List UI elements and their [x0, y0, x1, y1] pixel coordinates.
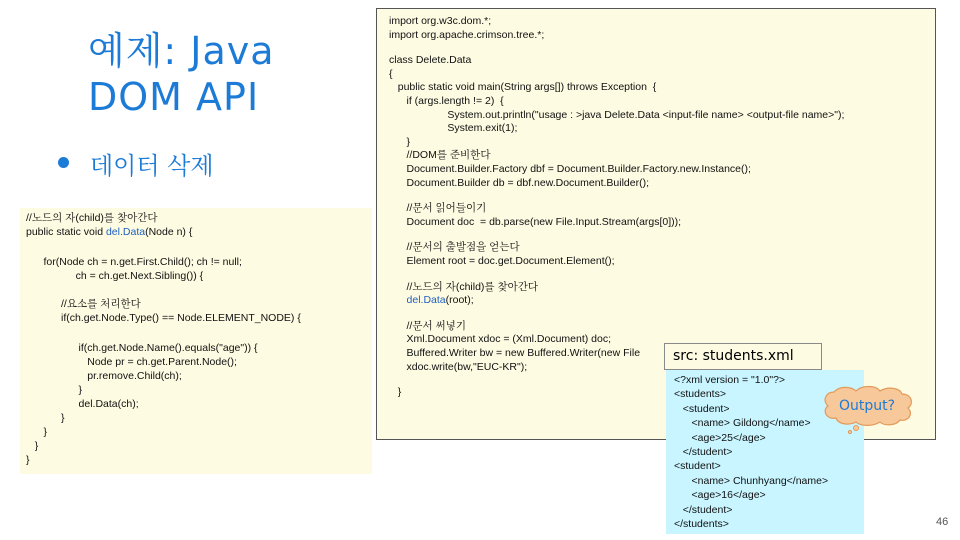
code-line: pr.remove.Child(ch); — [26, 370, 182, 382]
bullet-icon — [58, 157, 69, 168]
xml-line: <age>25</age> — [674, 431, 766, 444]
code-line: if(ch.get.Node.Type() == Node.ELEMENT_NODE) { — [26, 312, 301, 324]
xml-line: </students> — [674, 518, 729, 530]
code-line: if (args.length != 2) { — [389, 95, 504, 107]
code-line: } — [26, 426, 48, 438]
src-label: src: students.xml — [664, 343, 822, 370]
bullet-text: 데이터 삭제 — [90, 152, 214, 180]
bubble-text: Output? — [838, 398, 896, 414]
xml-line: <?xml version = "1.0"?> — [674, 374, 786, 386]
left-code-block — [20, 208, 372, 474]
code-line: xdoc.write(bw,"EUC-KR"); — [389, 360, 528, 373]
code-line: if(ch.get.Node.Name().equals("age")) { — [26, 342, 258, 354]
code-line: Document doc = db.parse(new File.Input.Stream(args[0])); — [389, 215, 682, 228]
page-number: 46 — [936, 516, 949, 528]
slide-title — [88, 28, 275, 120]
xml-line: <age>16</age> — [674, 489, 766, 502]
xml-line: <name> Chunhyang</name> — [674, 474, 829, 487]
code-line: del.Data(ch); — [26, 398, 139, 410]
code-line: System.out.println("usage : >java Delete.Data <input-file name> <output-file name>"); — [389, 108, 845, 121]
highlight-token: del.Data — [105, 226, 146, 238]
code-line: Buffered.Writer bw = new Buffered.Writer(new File — [389, 347, 641, 359]
xml-line: <student> — [674, 460, 721, 473]
code-line: Node pr = ch.get.Parent.Node(); — [26, 356, 237, 368]
bubble-tail-dot-2 — [848, 430, 851, 433]
xml-line: </student> — [674, 446, 733, 458]
highlight-token: del.Data — [406, 294, 446, 307]
code-line: } — [389, 386, 402, 399]
xml-line: <name> Gildong</name> — [674, 417, 811, 430]
slide-title-line1: 예제: Java — [88, 29, 275, 73]
xml-line: <student> — [674, 402, 730, 415]
output-speech-bubble — [820, 384, 916, 434]
code-line: //문서 써넣기 — [389, 319, 466, 332]
code-line: del.Data(root); — [406, 294, 474, 307]
code-line: } — [26, 454, 30, 466]
code-line: //노드의 자(child)를 찾아간다 — [26, 212, 158, 224]
code-line: //문서의 출발점을 얻는다 — [389, 241, 520, 254]
bubble-tail-dot-1 — [854, 426, 859, 431]
code-line: public static void del.Data(Node n) { — [26, 226, 193, 238]
code-line: } — [26, 384, 83, 396]
code-line: Element root = doc.get.Document.Element(); — [389, 255, 615, 267]
xml-line: <students> — [674, 388, 726, 401]
code-line: public static void main(String args[]) throws Exception { — [389, 81, 657, 94]
code-line: Document.Builder db = dbf.new.Document.Builder(); — [389, 176, 650, 189]
slide-title-line2: DOM API — [88, 75, 260, 119]
code-line: System.exit(1); — [389, 122, 518, 135]
code-line: } — [389, 135, 411, 148]
code-line: import org.apache.crimson.tree.*; — [389, 28, 545, 41]
code-line: ch = ch.get.Next.Sibling()) { — [26, 270, 204, 282]
xml-line: </student> — [674, 503, 733, 516]
code-line: Xml.Document xdoc = (Xml.Document) doc; — [389, 333, 612, 346]
code-line: //문서 읽어들이기 — [389, 202, 487, 215]
code-line: import org.w3c.dom.*; — [389, 15, 492, 27]
code-line: //요소를 처리한다 — [26, 298, 141, 310]
code-line: class Delete.Data — [389, 54, 472, 67]
code-line: //DOM를 준비한다 — [389, 149, 491, 162]
code-line: { — [389, 67, 393, 80]
code-line: } — [26, 412, 65, 424]
code-line: for(Node ch = n.get.First.Child(); ch != null; — [26, 256, 242, 268]
code-line: Document.Builder.Factory dbf = Document.Builder.Factory.new.Instance(); — [389, 163, 751, 175]
code-line: //노드의 자(child)를 찾아간다 — [389, 280, 539, 293]
code-line: } — [26, 440, 39, 452]
